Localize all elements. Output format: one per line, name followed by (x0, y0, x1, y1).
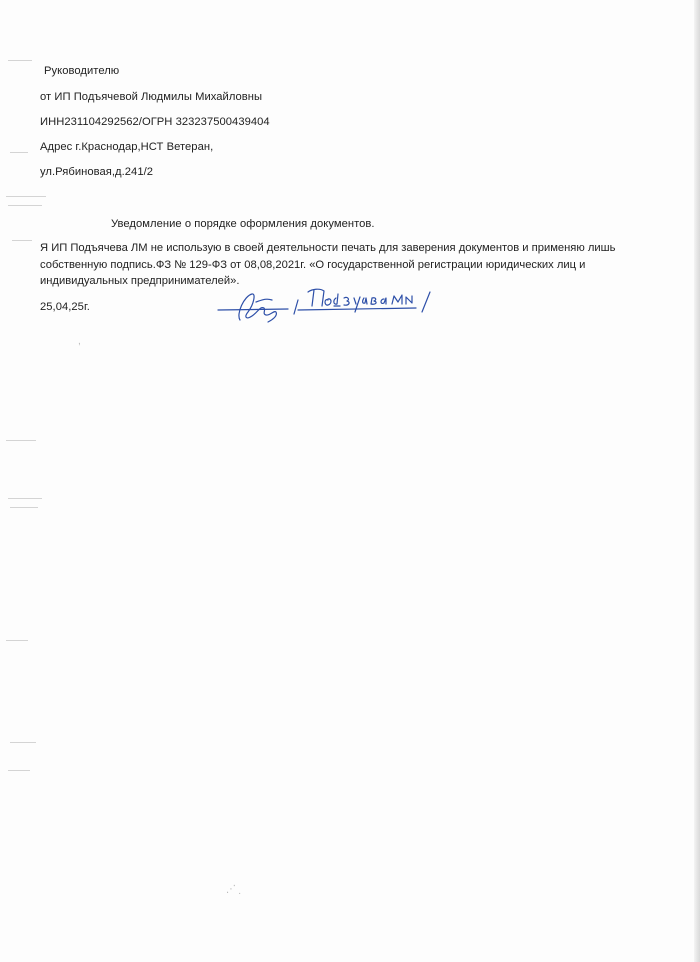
handwritten-signature (216, 286, 442, 326)
scan-artifact (12, 240, 32, 241)
scan-speck: · (238, 888, 242, 899)
sender-name: от ИП Подъячевой Людмилы Михайловны (40, 91, 263, 103)
sender-street: ул.Рябиновая,д.241/2 (40, 166, 154, 178)
document-date: 25,04,25г. (40, 301, 90, 313)
scan-artifact (6, 440, 36, 441)
addressee-line: Руководителю (44, 65, 120, 77)
scan-edge-shadow (694, 0, 700, 962)
scan-artifact (8, 205, 42, 206)
sender-inn-ogrn: ИНН231104292562/ОГРН 323237500439404 (40, 116, 270, 128)
scan-speck: , (78, 336, 81, 347)
body-line: Я ИП Подъячева ЛМ не использую в своей деятельности печать для заверения документов и применяю лишь (40, 242, 616, 254)
scan-artifact (10, 507, 38, 508)
scan-artifact (6, 640, 28, 641)
document-title: Уведомление о порядке оформления документов. (111, 218, 375, 230)
scan-artifact (10, 152, 28, 153)
scan-artifact (6, 196, 46, 197)
scan-speck: ⋰ (226, 884, 236, 895)
scan-artifact (8, 60, 32, 61)
body-paragraph (40, 240, 650, 290)
body-line: собственную подпись.ФЗ № 129-ФЗ от 08,08,2021г. «О государственной регистрации юридических лиц и (40, 258, 586, 271)
body-line: индивидуальных предпринимателей». (40, 275, 240, 287)
scan-artifact (8, 498, 42, 499)
sender-address: Адрес г.Краснодар,НСТ Ветеран, (40, 141, 214, 153)
scan-artifact (8, 770, 30, 771)
scan-artifact (10, 742, 36, 743)
